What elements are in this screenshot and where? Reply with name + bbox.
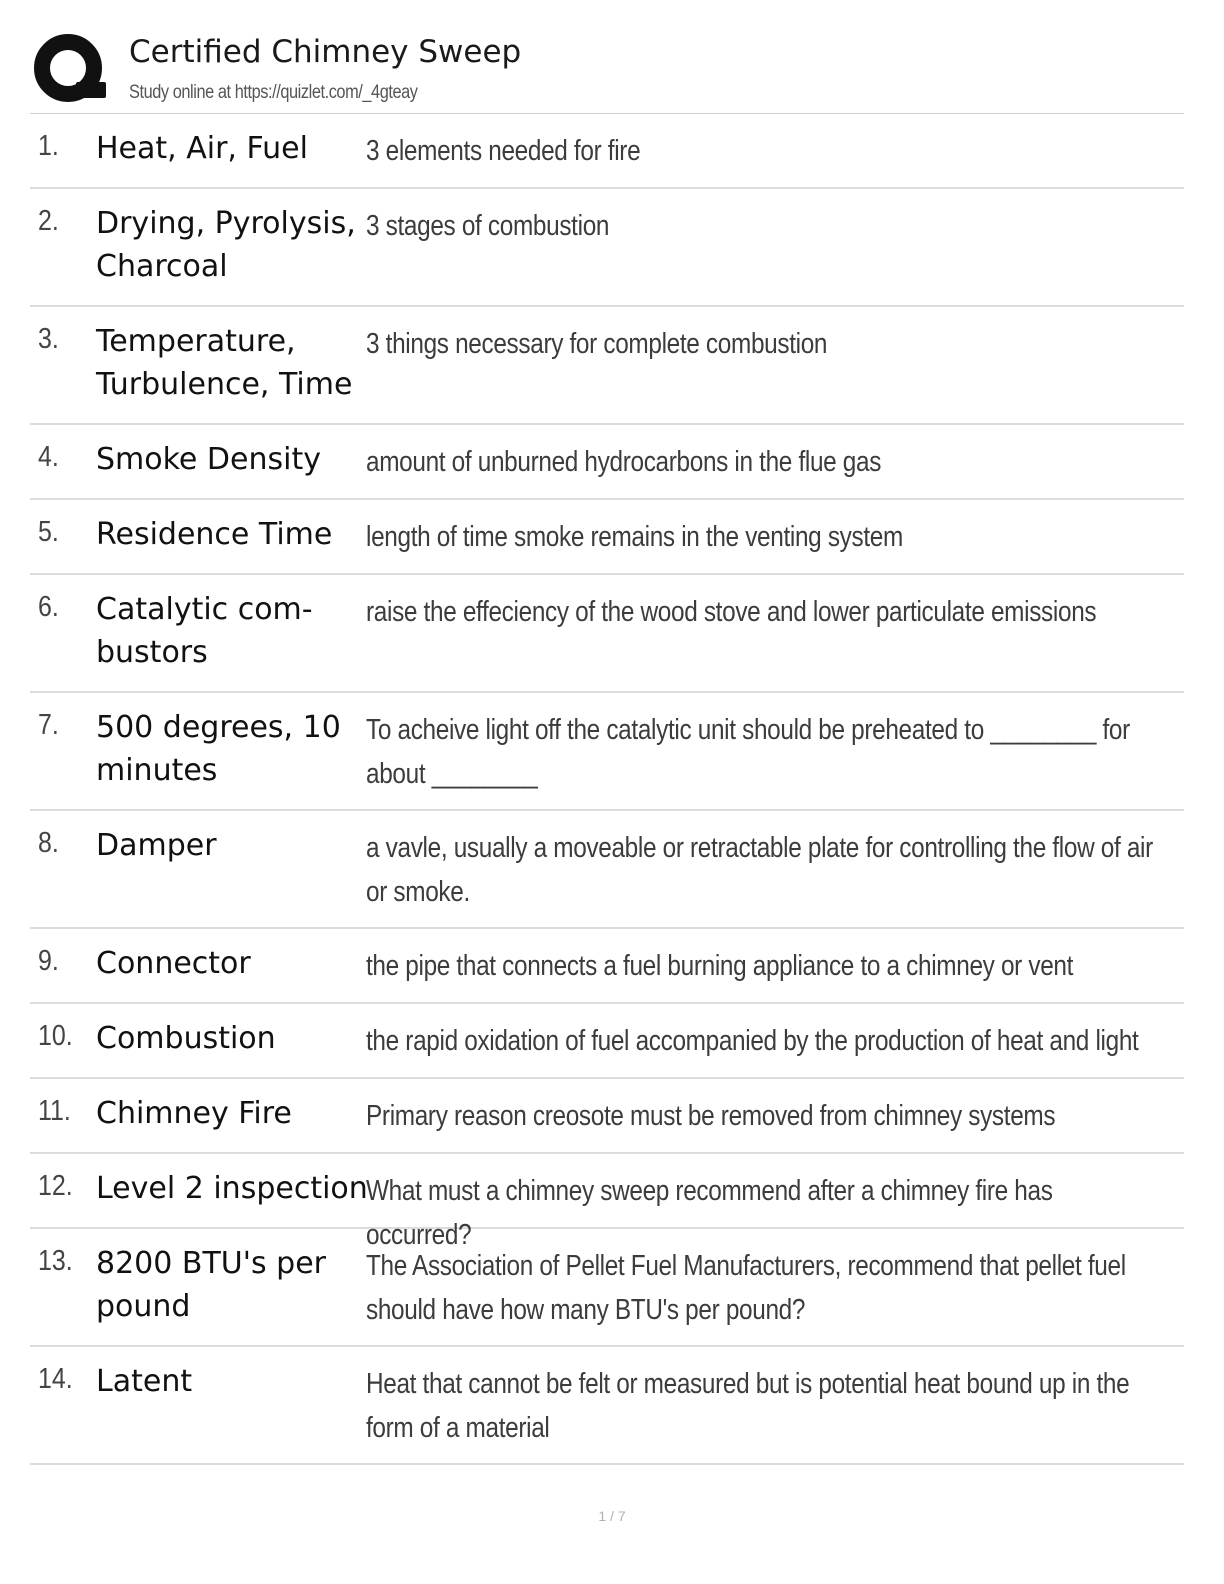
card-number: 13. [38,1245,73,1277]
card-row [30,500,1184,575]
card-row [30,1347,1184,1465]
card-number: 3. [38,323,59,355]
card-row [30,307,1184,425]
card-definition: the pipe that connects a fuel burning appliance to a chimney or vent [366,950,1074,982]
card-number: 12. [38,1170,73,1202]
card-number: 11. [38,1095,71,1127]
card-definition: a vavle, usually a moveable or retractable plate for controlling the flow of air or smoke. [366,832,1153,908]
card-number: 8. [38,827,59,859]
card-row [30,1079,1184,1154]
card-row [30,114,1184,189]
quizlet-logo-icon [32,32,108,108]
card-definition: What must a chimney sweep recommend after a chimney fire has occurred? [366,1175,1053,1251]
card-term: Combustion [96,1021,276,1056]
card-row [30,425,1184,500]
card-row [30,1229,1184,1347]
card-row [30,693,1184,811]
card-row [30,1154,1184,1251]
card-definition: To acheive light off the catalytic unit should be preheated to ________ for about ________ [366,714,1130,790]
card-number: 9. [38,945,59,977]
study-online-link[interactable]: Study online at https://quizlet.com/_4gteay [129,82,418,103]
card-term: Smoke Density [96,442,321,477]
document-header [30,28,1184,114]
card-term: 8200 BTU's per pound [96,1246,326,1324]
card-number: 2. [38,205,59,237]
card-term: Latent [96,1364,193,1399]
card-definition: amount of unburned hydrocarbons in the flue gas [366,446,882,478]
card-definition: The Association of Pellet Fuel Manufacturers, recommend that pellet fuel should have how many BTU's per pound? [366,1250,1126,1326]
card-number: 14. [38,1363,73,1395]
card-definition: Heat that cannot be felt or measured but is potential heat bound up in the form of a material [366,1368,1130,1444]
card-row [30,575,1184,693]
card-term: Chimney Fire [96,1096,292,1131]
card-definition: the rapid oxidation of fuel accompanied by the production of heat and light [366,1025,1139,1057]
card-number: 10. [38,1020,73,1052]
card-term: Connector [96,946,251,981]
card-term: Catalytic com- bustors [96,592,313,670]
card-row [30,1004,1184,1079]
card-term: Temperature, Turbulence, Time [96,324,353,402]
card-term: 500 degrees, 10 minutes [96,710,341,788]
card-definition: length of time smoke remains in the venting system [366,521,903,553]
card-number: 1. [38,130,59,162]
card-definition: 3 elements needed for fire [366,135,641,167]
card-number: 4. [38,441,59,473]
card-term: Level 2 inspection [96,1171,368,1206]
card-number: 7. [38,709,59,741]
card-number: 5. [38,516,59,548]
card-term: Residence Time [96,517,333,552]
card-term: Drying, Pyrolysis, Charcoal [96,206,356,284]
card-number: 6. [38,591,59,623]
flashcard-list [30,114,1184,1465]
card-definition: 3 stages of combustion [366,210,610,242]
card-term: Damper [96,828,217,863]
card-definition: Primary reason creosote must be removed from chimney systems [366,1100,1056,1132]
document-title: Certified Chimney Sweep [129,34,522,70]
card-row [30,929,1184,1004]
card-row [30,811,1184,929]
card-row [30,189,1184,307]
page-number: 1 / 7 [598,1508,626,1524]
card-definition: raise the effeciency of the wood stove and lower particulate emissions [366,596,1097,628]
card-term: Heat, Air, Fuel [96,131,308,166]
card-definition: 3 things necessary for complete combustion [366,328,828,360]
